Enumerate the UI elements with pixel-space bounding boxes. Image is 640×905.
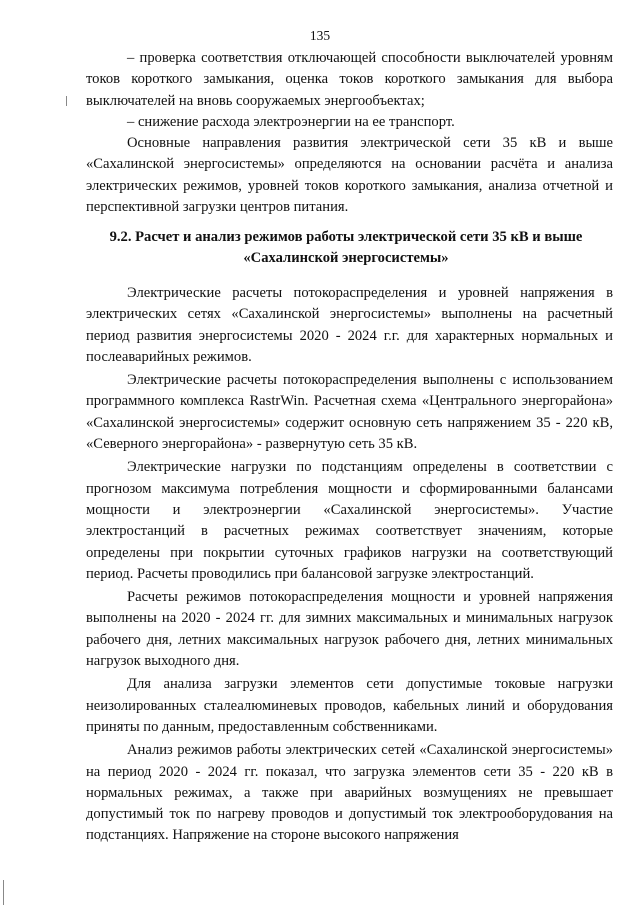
scan-edge-mark — [3, 880, 4, 905]
list-item-energy-loss-reduction: – снижение расхода электроэнергии на ее транспорт. — [127, 113, 455, 130]
paragraph-modes: Расчеты режимов потокораспределения мощности и уровней напряжения выполнены на 2020 - 2024 гг. для зимних максимальных и минимальных нагрузок рабочего дня, летних максимальных нагрузок рабочего дня, летних минимальных нагрузок выходного дня. — [86, 589, 613, 670]
paragraph-analysis-results: Анализ режимов работы электрических сетей «Сахалинской энергосистемы» на период 2020 - 2024 гг. показал, что загрузка элементов сети 35 - 220 кВ в нормальных режимах, а также при аварийных возмущениях не превышает допустимый ток по нагреву проводов и допустимый ток электрооборудования на подстанциях. Напряжение на стороне высокого напряжения — [86, 742, 613, 844]
page-number: 135 — [309, 28, 331, 43]
section-heading: 9.2. Расчет и анализ режимов работы электрической сети 35 кВ и выше «Сахалинской энергосистемы» — [109, 229, 583, 267]
paragraph-current-limits: Для анализа загрузки элементов сети допустимые токовые нагрузки неизолированных сталеалюминевых проводов, кабельных линий и оборудования приняты по данным, предоставленным собственниками. — [86, 676, 613, 735]
paragraph-development-directions: Основные направления развития электрической сети 35 кВ и выше «Сахалинской энергосистемы» определяются на основании расчёта и анализа электрических режимов, уровней токов короткого замыкания, анализа отчетной и перспективной загрузки центров питания. — [86, 135, 613, 216]
list-item-circuit-breaker-check: – проверка соответствия отключающей способности выключателей уровням токов короткого замыкания, оценка токов короткого замыкания для выбора выключателей на вновь сооружаемых энергообъектах; — [86, 50, 613, 109]
paragraph-calculations-scope: Электрические расчеты потокораспределения и уровней напряжения в электрических сетях «Сахалинской энергосистемы» выполнены на расчетный период развития энергосистемы 2020 - 2024 г.г. для характерных нормальных и послеаварийных режимов. — [86, 285, 613, 365]
paragraph-loads: Электрические нагрузки по подстанциям определены в соответствии с прогнозом максимума потребления мощности и сформированными балансами мощности и электроэнергии «Сахалинской энергосистемы». Участие электростанций в расчетных режимах соответствует значениям, которые определены при покрытии суточных графиков нагрузки на соответствующий период. Расчеты проводились при балансовой загрузке электростанций. — [86, 459, 613, 582]
paragraph-rastrwin: Электрические расчеты потокораспределения выполнены с использованием программного комплекса RastrWin. Расчетная схема «Центрального энергорайона» «Сахалинской энергосистемы» содержит основную сеть напряжением 35 - 220 кВ, «Северного энергорайона» - развернутую сеть 35 кВ. — [86, 372, 613, 453]
intro-text-block — [86, 48, 613, 218]
scan-edge-mark — [66, 96, 67, 106]
section-body — [86, 283, 613, 849]
